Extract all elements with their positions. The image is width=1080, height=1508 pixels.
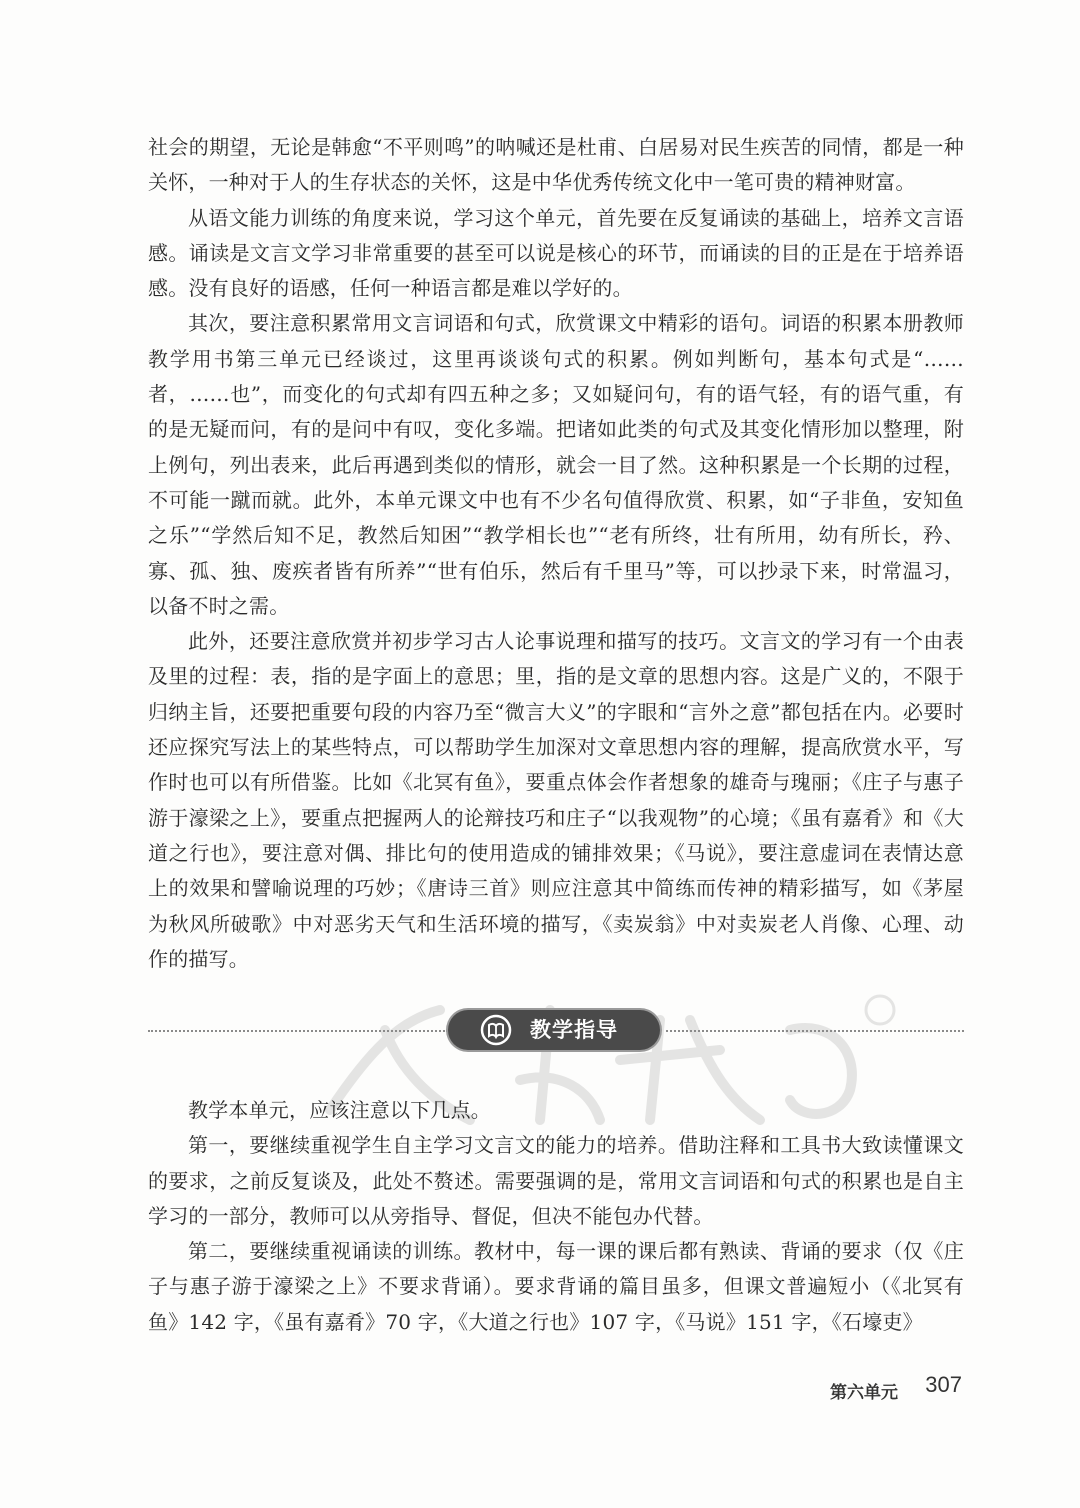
section-title-badge xyxy=(448,1010,660,1050)
paragraph: 社会的期望，无论是韩愈“不平则鸣”的呐喊还是杜甫、白居易对民生疾苦的同情，都是一种关怀，一种对于人的生存状态的关怀，这是中华优秀传统文化中一笔可贵的精神财富。 xyxy=(148,135,964,195)
section-title: 教学指导 xyxy=(530,1018,618,1042)
paragraph: 从语文能力训练的角度来说，学习这个单元，首先要在反复诵读的基础上，培养文言语感。诵读是文言文学习非常重要的甚至可以说是核心的环节，而诵读的目的正是在于培养语感。没有良好的语感，任何一种语言都是难以学好的。 xyxy=(148,205,964,301)
section-header xyxy=(148,1008,964,1054)
dotted-divider-right xyxy=(666,1030,964,1032)
paragraph: 其次，要注意积累常用文言词语和句式，欣赏课文中精彩的语句。词语的积累本册教师教学用书第三单元已经谈过，这里再谈谈句式的积累。例如判断句，基本句式是“……者，……也”，而变化的句式却有四五种之多；又如疑问句，有的语气轻，有的语气重，有的是无疑而问，有的是问中有叹，变化多端。把诸如此类的句式及其变化情形加以整理，附上例句，列出表来，此后再遇到类似的情形，就会一目了然。这种积累是一个长期的过程，不可能一蹴而就。此外，本单元课文中也有不少名句值得欣赏、积累，如“子非鱼，安知鱼之乐”“学然后知不足，教然后知困”“教学相长也”“老有所终，壮有所用，幼有所长，矜、寡、孤、独、废疾者皆有所养”“世有伯乐，然后有千里马”等，可以抄录下来，时常温习，以备不时之需。 xyxy=(148,311,964,618)
unit-label: 第六单元 xyxy=(830,1383,898,1403)
page-number: 307 xyxy=(925,1372,962,1397)
paragraph: 第一，要继续重视学生自主学习文言文的能力的培养。借助注释和工具书大致读懂课文的要求，之前反复谈及，此处不赘述。需要强调的是，常用文言词语和句式的积累也是自主学习的一部分，教师可以从旁指导、督促，但决不能包办代替。 xyxy=(148,1133,964,1228)
spiral-book-icon xyxy=(480,1014,512,1046)
paragraph: 第二，要继续重视诵读的训练。教材中，每一课的课后都有熟读、背诵的要求（仅《庄子与惠子游于濠梁之上》不要求背诵）。要求背诵的篇目虽多，但课文普遍短小（《北冥有鱼》142 字，《虽有嘉肴》70 字，《大道之行也》107 字，《马说》151 字，《石壕吏》 xyxy=(148,1239,964,1334)
body-text-top xyxy=(148,130,964,977)
paragraph: 教学本单元，应该注意以下几点。 xyxy=(188,1098,491,1122)
paragraph: 此外，还要注意欣赏并初步学习古人论事说理和描写的技巧。文言文的学习有一个由表及里的过程：表，指的是字面上的意思；里，指的是文章的思想内容。这是广义的，不限于归纳主旨，还要把重要句段的内容乃至“微言大义”的字眼和“言外之意”都包括在内。必要时还应探究写法上的某些特点，可以帮助学生加深对文章思想内容的理解，提高欣赏水平，写作时也可以有所借鉴。比如《北冥有鱼》，要重点体会作者想象的雄奇与瑰丽；《庄子与惠子游于濠梁之上》，要重点把握两人的论辩技巧和庄子“以我观物”的心境；《虽有嘉肴》和《大道之行也》，要注意对偶、排比句的使用造成的铺排效果；《马说》，要注意虚词在表情达意上的效果和譬喻说理的巧妙；《唐诗三首》则应注意其中简练而传神的精彩描写，如《茅屋为秋风所破歌》中对恶劣天气和生活环境的描写，《卖炭翁》中对卖炭老人肖像、心理、动作的描写。 xyxy=(148,629,964,971)
body-text-bottom xyxy=(148,1093,964,1340)
dotted-divider-left xyxy=(148,1030,448,1032)
